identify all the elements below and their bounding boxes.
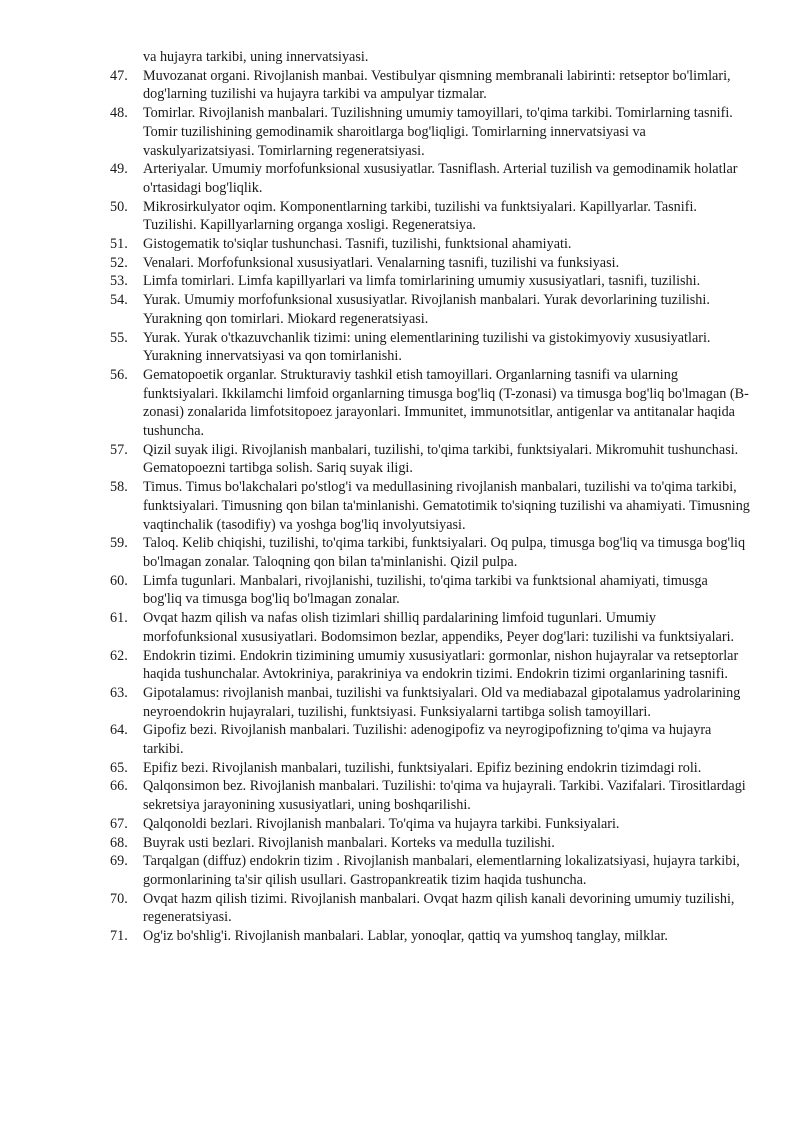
list-item [110,609,750,646]
list-item [110,160,750,197]
list-item [110,834,750,853]
list-item [110,104,750,160]
list-item [110,67,750,104]
item-number: 68. [110,834,128,851]
item-number: 53. [110,273,128,290]
item-text: Limfa tomirlari. Limfa kapillyarlari va limfa tomirlarining umumiy xususiyatlari, tasnifi, tuzilishi. [143,273,701,290]
list-item [110,721,750,758]
item-number: 62. [110,647,128,664]
item-number: 56. [110,366,128,383]
item-number: 64. [110,722,128,739]
item-number: 48. [110,105,128,122]
list-item [110,572,750,609]
item-number: 69. [110,853,128,870]
list-item [110,890,750,927]
list-item [110,759,750,778]
list-item [110,647,750,684]
item-number: 55. [110,329,128,346]
list-item [110,777,750,814]
item-number: 57. [110,441,128,458]
item-text: Gistogematik to'siqlar tushunchasi. Tasnifi, tuzilishi, funktsional ahamiyati. [143,236,572,253]
item-text: Ovqat hazm qilish tizimi. Rivojlanish manbalari. Ovqat hazm qilish kanali devorining umumiy tuzilishi, regeneratsiyasi. [143,890,735,926]
item-text: Limfa tugunlari. Manbalari, rivojlanishi, tuzilishi, to'qima tarkibi va funktsional ahamiyati, timusga bog'liq va timusga bog'liq bo'lmagan zonalar. [143,572,708,608]
item-text: Qalqonsimon bez. Rivojlanish manbalari. Tuzilishi: to'qima va hujayrali. Tarkibi. Vazifalari. Tirositlardagi sekretsiya jarayonining xususiyatlari, uning boshqarilishi. [143,778,746,814]
item-text: Endokrin tizimi. Endokrin tizimining umumiy xususiyatlari: gormonlar, nishon hujayralar va retseptorlar haqida tushunchalar. Avtokriniya, parakriniya va endokrin tizimi. Endokrin tizimi organlarining tasnifi. [143,647,739,683]
item-number: 52. [110,254,128,271]
item-text: Ovqat hazm qilish va nafas olish tizimlari shilliq pardalarining limfoid tugunlari. Umumiy morfofunksional xususiyatlari. Bodomsimon bezlar, appendiks, Peyer dog'lari: tuzilishi va funktsiyalari. [143,610,735,645]
list-item [110,235,750,254]
item-number: 70. [110,890,128,907]
item-number: 54. [110,292,128,309]
topic-list [110,48,750,946]
item-text: Qalqonoldi bezlari. Rivojlanish manbalari. To'qima va hujayra tarkibi. Funksiyalari. [143,815,620,832]
item-text: Tomirlar. Rivojlanish manbalari. Tuzilishning umumiy tamoyillari, to'qima tarkibi. Tomirlarning tasnifi. Tomir tuzilishining gemodinamik sharoitlarga bog'liqligi. Tomirlarning innervatsiyasi va vaskulyarizatsiyasi. Tomirlarning regeneratsiyasi. [143,105,733,159]
list-item [110,815,750,834]
item-number: 63. [110,684,128,701]
item-text: Taloq. Kelib chiqishi, tuzilishi, to'qima tarkibi, funktsiyalari. Oq pulpa, timusga bog'liq va timusga bog'liq bo'lmagan zonalar. Taloqning qon bilan ta'minlanishi. Qizil pulpa. [143,535,746,570]
item-number: 49. [110,161,128,178]
item-text: Og'iz bo'shlig'i. Rivojlanish manbalari. Lablar, yonoqlar, qattiq va yumshoq tanglay, milklar. [143,928,668,945]
item-number: 65. [110,759,128,776]
item-text: Yurak. Yurak o'tkazuvchanlik tizimi: uning elementlarining tuzilishi va gistokimyoviy xususiyatlari. Yurakning innervatsiyasi va qon tomirlanishi. [143,329,711,365]
list-item [110,329,750,366]
item-text: Yurak. Umumiy morfofunksional xususiyatlar. Rivojlanish manbalari. Yurak devorlarining tuzilishi. Yurakning qon tomirlari. Miokard regeneratsiyasi. [143,292,710,327]
item-text: Venalari. Morfofunksional xususiyatlari. Venalarning tasnifi, tuzilishi va funksiyasi. [143,254,620,271]
item-text: Buyrak usti bezlari. Rivojlanish manbalari. Korteks va medulla tuzilishi. [143,834,555,851]
item-number: 59. [110,535,128,552]
list-item [110,927,750,946]
item-text: Mikrosirkulyator oqim. Komponentlarning tarkibi, tuzilishi va funktsiyalari. Kapillyarlar. Tasnifi. Tuzilishi. Kapillyarlarning organga xosligi. Regeneratsiya. [143,198,697,234]
item-number: 47. [110,67,128,84]
item-number: 66. [110,778,128,795]
item-text: Gipotalamus: rivojlanish manbai, tuzilishi va funktsiyalari. Old va mediabazal gipotalamus yadrolarining neyroendokrin hujayralari, tuzilishi, funktsiyasi. Funksiyalarni tartibga solish tamoyillari. [143,684,741,720]
list-item [110,272,750,291]
item-number: 51. [110,236,128,253]
item-number: 71. [110,928,128,945]
list-items [110,67,750,946]
item-text: Gematopoetik organlar. Strukturaviy tashkil etish tamoyillari. Organlarning tasnifi va ularning funktsiyalari. Ikkilamchi limfoid organlarning timusga bog'liq (T-zonasi) va timusga bog'liq bo'lmagan (B-zonasi) zonalarida limfotsitopoez jarayonlari. Immunitet, immunotsitlar, antigenlar va antitanalar haqida tushuncha. [143,366,749,440]
list-item [110,852,750,889]
item-text: Tarqalgan (diffuz) endokrin tizim . Rivojlanish manbalari, elementlarning lokalizatsiyasi, hujayra tarkibi, gormonlarining ta'sir qilish usullari. Gastropankreatik tizim haqida tushuncha. [143,853,740,888]
item-number: 67. [110,815,128,832]
item-text: Epifiz bezi. Rivojlanish manbalari, tuzilishi, funktsiyalari. Epifiz bezining endokrin tizimdagi roli. [143,759,702,776]
list-item [110,441,750,478]
item-text: Qizil suyak iligi. Rivojlanish manbalari, tuzilishi, to'qima tarkibi, funktsiyalari. Mikromuhit tushunchasi. Gematopoezni tartibga solish. Sariq suyak iligi. [143,441,739,477]
list-item [110,198,750,235]
item-text: Arteriyalar. Umumiy morfofunksional xususiyatlar. Tasniflash. Arterial tuzilish va gemodinamik holatlar o'rtasidagi bog'liqlik. [143,161,738,196]
list-item [110,254,750,273]
item-number: 60. [110,572,128,589]
list-item [110,478,750,534]
item-text: Timus. Timus bo'lakchalari po'stlog'i va medullasining rivojlanish manbalari, tuzilishi va to'qima tarkibi, funktsiyalari. Timusning qon bilan ta'minlanishi. Gematotimik to'siqning tuzilishi va ahamiyati. Timusning vaqtinchalik (tasodifiy) va yoshga bog'liq involyutsiyasi. [143,479,750,533]
continuation-text: va hujayra tarkibi, uning innervatsiyasi. [143,49,369,65]
list-item [110,684,750,721]
item-number: 58. [110,479,128,496]
item-number: 50. [110,198,128,215]
item-number: 61. [110,610,128,627]
item-text: Gipofiz bezi. Rivojlanish manbalari. Tuzilishi: adenogipofiz va neyrogipofizning to'qima va hujayra tarkibi. [143,722,712,758]
list-item [110,291,750,328]
list-item [110,534,750,571]
list-item [110,366,750,441]
item-text: Muvozanat organi. Rivojlanish manbai. Vestibulyar qismning membranali labirinti: retseptor bo'limlari, dog'larning tuzilishi va hujayra tarkibi va ampulyar tizmalar. [143,67,731,103]
